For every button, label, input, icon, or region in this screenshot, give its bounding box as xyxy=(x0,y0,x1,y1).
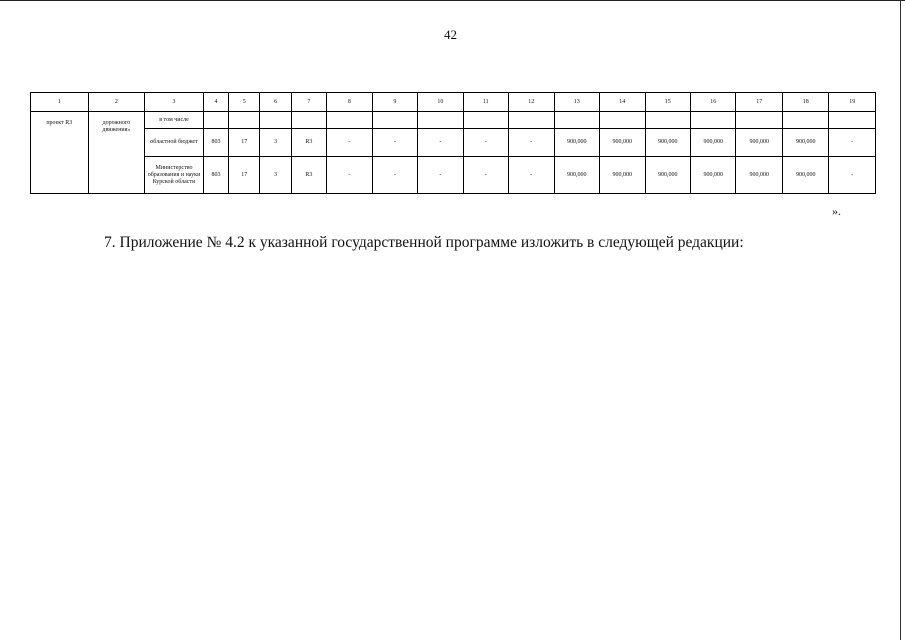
header-cell: 5 xyxy=(229,93,260,112)
table-row xyxy=(31,157,876,194)
header-cell: 2 xyxy=(88,93,145,112)
page-right-border xyxy=(900,0,901,640)
table-cell xyxy=(736,112,782,129)
table-cell: 17 xyxy=(229,129,260,157)
table-cell: - xyxy=(372,157,417,194)
header-cell: 3 xyxy=(145,93,204,112)
description-cell: дорожного движения» xyxy=(88,112,145,194)
header-cell: 4 xyxy=(203,93,228,112)
table-cell: R3 xyxy=(291,157,326,194)
table-cell: 900,000 xyxy=(690,129,735,157)
header-cell: 15 xyxy=(645,93,690,112)
table-cell xyxy=(229,112,260,129)
table-cell: 900,000 xyxy=(645,129,690,157)
table-cell: - xyxy=(463,129,508,157)
table-cell xyxy=(260,112,291,129)
table-cell: 900,000 xyxy=(645,157,690,194)
table-row xyxy=(31,129,876,157)
table-cell: - xyxy=(327,129,372,157)
category-cell: в том числе xyxy=(145,112,204,129)
header-cell: 17 xyxy=(736,93,782,112)
table-cell: 803 xyxy=(203,129,228,157)
budget-table xyxy=(30,92,876,194)
table-cell xyxy=(645,112,690,129)
table-cell: 3 xyxy=(260,157,291,194)
header-cell: 8 xyxy=(327,93,372,112)
table-cell: 900,000 xyxy=(554,157,599,194)
table-cell xyxy=(509,112,554,129)
header-cell: 14 xyxy=(600,93,645,112)
table-cell: 900,000 xyxy=(600,157,645,194)
table-cell: - xyxy=(463,157,508,194)
table-row xyxy=(31,112,876,129)
table-cell: 900,000 xyxy=(600,129,645,157)
table-cell xyxy=(829,112,876,129)
table-cell: - xyxy=(509,157,554,194)
table-cell: R3 xyxy=(291,129,326,157)
table-cell: 900,000 xyxy=(690,157,735,194)
table-cell: - xyxy=(327,157,372,194)
header-cell: 12 xyxy=(509,93,554,112)
header-cell: 11 xyxy=(463,93,508,112)
table-cell: - xyxy=(418,129,463,157)
table-cell xyxy=(372,112,417,129)
table-cell: 17 xyxy=(229,157,260,194)
table-cell xyxy=(203,112,228,129)
table-cell: 900,000 xyxy=(554,129,599,157)
table-cell: - xyxy=(509,129,554,157)
paragraph-item-7: 7. Приложение № 4.2 к указанной государственной программе изложить в следующей редакции: xyxy=(104,234,744,251)
page-top-border xyxy=(0,0,905,1)
header-cell: 18 xyxy=(782,93,828,112)
category-cell: Министерство образования и науки Курской области xyxy=(145,157,204,194)
category-cell: областной бюджет xyxy=(145,129,204,157)
header-cell: 7 xyxy=(291,93,326,112)
header-cell: 9 xyxy=(372,93,417,112)
project-cell: проект R3 xyxy=(31,112,89,194)
header-cell: 19 xyxy=(829,93,876,112)
table-cell: - xyxy=(829,157,876,194)
table-cell: - xyxy=(372,129,417,157)
table-cell xyxy=(463,112,508,129)
page-number: 42 xyxy=(444,27,457,42)
header-cell: 16 xyxy=(690,93,735,112)
table-cell xyxy=(782,112,828,129)
header-cell: 1 xyxy=(31,93,89,112)
table-cell: 3 xyxy=(260,129,291,157)
table-cell: 900,000 xyxy=(736,157,782,194)
table-cell: 900,000 xyxy=(782,129,828,157)
header-cell: 6 xyxy=(260,93,291,112)
table-cell: - xyxy=(829,129,876,157)
table-cell xyxy=(418,112,463,129)
table-header-row xyxy=(31,93,876,112)
table-cell xyxy=(327,112,372,129)
table-cell xyxy=(600,112,645,129)
table-cell: 900,000 xyxy=(736,129,782,157)
table-cell: 900,000 xyxy=(782,157,828,194)
header-cell: 10 xyxy=(418,93,463,112)
table-cell xyxy=(291,112,326,129)
table-cell: - xyxy=(418,157,463,194)
closing-quote: ». xyxy=(832,204,841,218)
header-cell: 13 xyxy=(554,93,599,112)
table-cell: 803 xyxy=(203,157,228,194)
table-cell xyxy=(554,112,599,129)
table-cell xyxy=(690,112,735,129)
